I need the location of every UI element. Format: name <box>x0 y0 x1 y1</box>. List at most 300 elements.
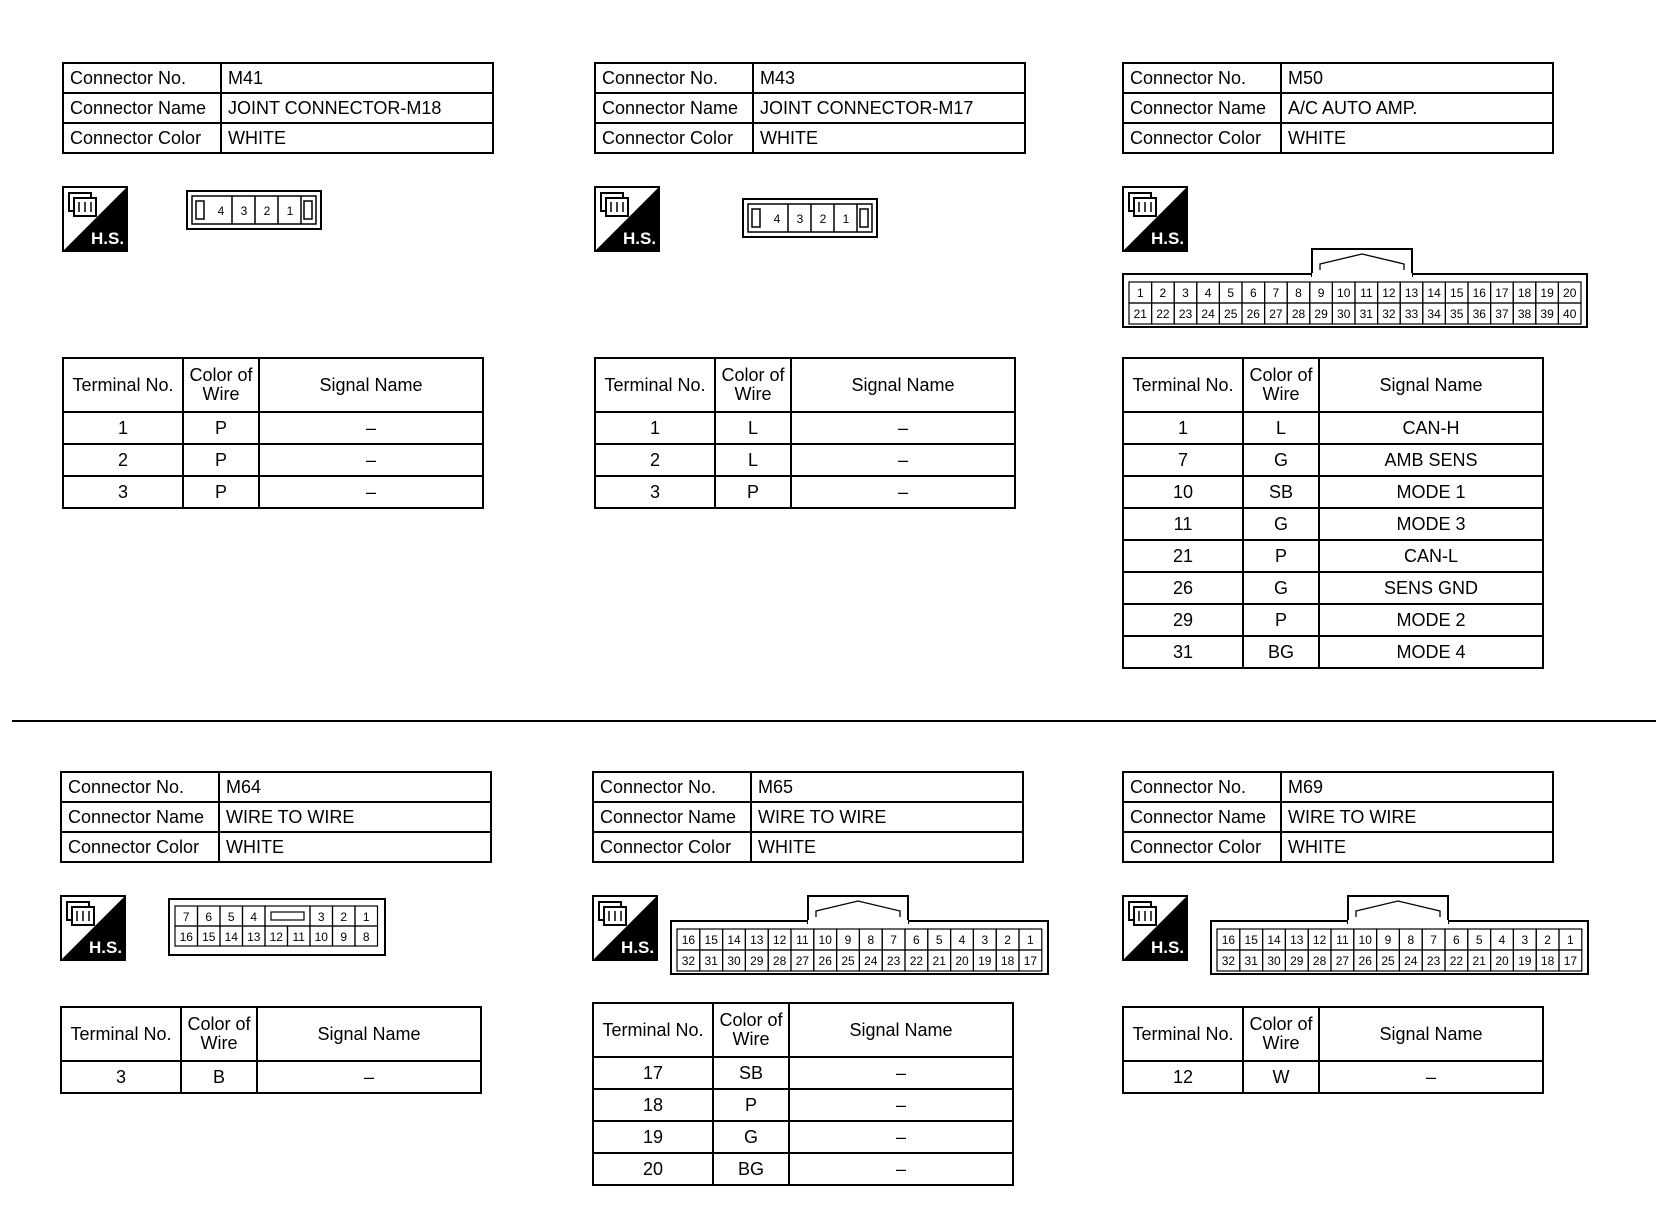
header-color-of-wire <box>1243 358 1319 412</box>
signal-name-cell: – <box>259 412 483 444</box>
signal-name-cell: – <box>1319 1061 1543 1093</box>
pin-number: 12 <box>1382 286 1396 300</box>
info-value-color: WHITE <box>1281 123 1553 153</box>
header-color-of-wire <box>715 358 791 412</box>
pin-number: 25 <box>841 954 855 968</box>
connector-info-table <box>1122 771 1554 863</box>
table-row <box>593 1089 1013 1121</box>
terminal-cell: 1 <box>1123 412 1243 444</box>
wire-color-cell: SB <box>713 1057 789 1089</box>
terminal-table <box>1122 1006 1544 1094</box>
pin-number: 4 <box>217 204 225 218</box>
info-value-no: M43 <box>753 63 1025 93</box>
header-terminal-no: Terminal No. <box>593 1003 713 1057</box>
pin-number: 28 <box>1291 307 1306 321</box>
pin-number: 9 <box>844 933 852 947</box>
pin-number: 10 <box>1337 286 1351 300</box>
info-label: Connector Color <box>63 123 221 153</box>
header-color-of-line2: Wire <box>734 384 772 404</box>
pin-number: 21 <box>1472 954 1486 968</box>
pin-number: 5 <box>1227 286 1235 300</box>
pin-number: 40 <box>1563 307 1577 321</box>
table-row <box>1123 444 1543 476</box>
pin-number: 4 <box>773 212 781 226</box>
pin-number: 11 <box>796 933 809 947</box>
harness-side-icon <box>1122 895 1188 961</box>
table-row <box>595 412 1015 444</box>
connector-info-table <box>592 771 1024 863</box>
pin-number: 3 <box>1521 933 1529 947</box>
terminal-cell: 12 <box>1123 1061 1243 1093</box>
pin-number: 1 <box>1027 933 1034 947</box>
pin-number: 3 <box>981 933 989 947</box>
pin-number: 24 <box>1201 307 1215 321</box>
pin-number: 13 <box>247 930 261 944</box>
pin-number: 30 <box>1267 954 1281 968</box>
pin-number: 15 <box>1450 286 1464 300</box>
pin-number: 37 <box>1495 307 1509 321</box>
terminal-cell: 11 <box>1123 508 1243 540</box>
pin-number: 22 <box>909 954 924 968</box>
info-label: Connector Color <box>61 832 219 862</box>
header-color-of-wire <box>183 358 259 412</box>
pin-number: 15 <box>704 933 718 947</box>
pin-number: 10 <box>314 930 328 944</box>
info-label: Connector Name <box>1123 93 1281 123</box>
info-label: Connector Name <box>63 93 221 123</box>
pin-number: 8 <box>1295 286 1302 300</box>
pin-number: 1 <box>1136 286 1144 300</box>
info-label: Connector No. <box>595 63 753 93</box>
pin-number: 3 <box>317 910 325 924</box>
header-color-of-line1: Color of <box>721 365 785 385</box>
pin-number: 18 <box>1540 954 1555 968</box>
signal-name-cell: – <box>789 1153 1013 1185</box>
info-label: Connector Color <box>593 832 751 862</box>
pin-number: 8 <box>1407 933 1415 947</box>
harness-side-icon <box>62 186 128 252</box>
pin-number: 6 <box>1453 933 1460 947</box>
pin-number: 24 <box>864 954 878 968</box>
terminal-cell: 21 <box>1123 540 1243 572</box>
terminal-table <box>60 1006 482 1094</box>
pin-number: 31 <box>704 954 718 968</box>
table-row <box>1123 476 1543 508</box>
terminal-cell: 2 <box>595 444 715 476</box>
wire-color-cell: P <box>183 444 259 476</box>
table-row <box>1123 508 1543 540</box>
signal-name-cell: MODE 3 <box>1319 508 1543 540</box>
pin-number: 11 <box>292 930 305 944</box>
pin-number: 2 <box>263 204 271 218</box>
wire-color-cell: L <box>1243 412 1319 444</box>
signal-name-cell: CAN-H <box>1319 412 1543 444</box>
pin-number: 24 <box>1404 954 1418 968</box>
info-value-no: M65 <box>751 772 1023 802</box>
pin-number: 17 <box>1563 954 1578 968</box>
table-row <box>1123 412 1543 444</box>
terminal-cell: 3 <box>595 476 715 508</box>
pin-number: 17 <box>1495 286 1509 300</box>
pin-number: 9 <box>1317 286 1325 300</box>
table-row <box>593 1121 1013 1153</box>
table-row <box>593 1153 1013 1185</box>
header-color-of-line1: Color of <box>189 365 253 385</box>
connector-info-table <box>60 771 492 863</box>
signal-name-cell: – <box>259 476 483 508</box>
signal-name-cell: MODE 4 <box>1319 636 1543 668</box>
info-label: Connector Color <box>1123 123 1281 153</box>
pin-number: 15 <box>202 930 216 944</box>
info-label: Connector Color <box>595 123 753 153</box>
pin-number: 29 <box>1290 954 1304 968</box>
pin-number: 11 <box>1360 286 1373 300</box>
header-color-of-line1: Color of <box>1249 1014 1313 1034</box>
info-value-name: JOINT CONNECTOR-M17 <box>753 93 1025 123</box>
pin-number: 4 <box>958 933 966 947</box>
pin-number: 32 <box>681 954 696 968</box>
pin-number: 21 <box>1133 307 1147 321</box>
pin-number: 12 <box>772 933 787 947</box>
pin-number: 12 <box>269 930 283 944</box>
terminal-table <box>1122 357 1544 669</box>
wire-color-cell: BG <box>713 1153 789 1185</box>
hs-label: H.S. <box>1151 938 1185 957</box>
header-terminal-no: Terminal No. <box>1123 358 1243 412</box>
pin-number: 19 <box>978 954 992 968</box>
pin-number: 14 <box>727 933 741 947</box>
pin-number: 16 <box>1472 286 1486 300</box>
pin-number: 31 <box>1359 307 1373 321</box>
info-value-color: WHITE <box>221 123 493 153</box>
pin-number: 29 <box>750 954 764 968</box>
connector-face-diagram <box>186 190 322 230</box>
info-label: Connector Name <box>593 802 751 832</box>
wire-color-cell: SB <box>1243 476 1319 508</box>
pin-number: 20 <box>1495 954 1509 968</box>
header-signal-name: Signal Name <box>1319 1007 1543 1061</box>
header-signal-name: Signal Name <box>1319 358 1543 412</box>
pin-number: 2 <box>1004 933 1011 947</box>
header-color-of-line1: Color of <box>187 1014 251 1034</box>
info-value-color: WHITE <box>219 832 491 862</box>
terminal-cell: 3 <box>63 476 183 508</box>
pin-number: 26 <box>1358 954 1372 968</box>
pin-number: 16 <box>681 933 696 947</box>
info-label: Connector No. <box>63 63 221 93</box>
wire-color-cell: B <box>181 1061 257 1093</box>
pin-number: 13 <box>1290 933 1304 947</box>
table-row <box>63 476 483 508</box>
pin-number: 17 <box>1023 954 1038 968</box>
pin-number: 16 <box>1221 933 1236 947</box>
header-signal-name: Signal Name <box>789 1003 1013 1057</box>
table-row <box>593 1057 1013 1089</box>
terminal-cell: 26 <box>1123 572 1243 604</box>
connector-face-diagram <box>1210 895 1589 975</box>
pin-number: 33 <box>1404 307 1419 321</box>
pin-number: 27 <box>1335 954 1350 968</box>
terminal-cell: 18 <box>593 1089 713 1121</box>
signal-name-cell: – <box>789 1089 1013 1121</box>
wire-color-cell: L <box>715 412 791 444</box>
harness-side-icon <box>1122 186 1188 252</box>
info-label: Connector No. <box>61 772 219 802</box>
table-row <box>1123 604 1543 636</box>
pin-number: 2 <box>819 212 827 226</box>
hs-label: H.S. <box>89 938 123 957</box>
header-color-of-line2: Wire <box>202 384 240 404</box>
info-value-no: M64 <box>219 772 491 802</box>
header-color-of-line2: Wire <box>1262 384 1300 404</box>
header-color-of-wire <box>713 1003 789 1057</box>
pin-number: 20 <box>955 954 969 968</box>
pin-number: 1 <box>1567 933 1574 947</box>
pin-number: 3 <box>240 204 248 218</box>
section-divider <box>12 720 1656 722</box>
harness-side-icon <box>594 186 660 252</box>
pin-number: 25 <box>1224 307 1238 321</box>
pin-number: 14 <box>1267 933 1281 947</box>
pin-number: 21 <box>932 954 946 968</box>
info-value-no: M50 <box>1281 63 1553 93</box>
table-row <box>63 444 483 476</box>
pin-number: 1 <box>362 910 370 924</box>
header-color-of-line2: Wire <box>732 1029 770 1049</box>
pin-number: 1 <box>286 204 294 218</box>
connector-face-diagram <box>1122 248 1588 328</box>
table-row <box>61 1061 481 1093</box>
header-color-of-wire <box>181 1007 257 1061</box>
signal-name-cell: – <box>257 1061 481 1093</box>
pin-number: 34 <box>1427 307 1441 321</box>
terminal-cell: 17 <box>593 1057 713 1089</box>
info-label: Connector No. <box>593 772 751 802</box>
pin-number: 18 <box>1000 954 1015 968</box>
wire-color-cell: BG <box>1243 636 1319 668</box>
terminal-cell: 20 <box>593 1153 713 1185</box>
wire-color-cell: P <box>1243 540 1319 572</box>
pin-number: 23 <box>886 954 901 968</box>
pin-number: 7 <box>890 933 897 947</box>
pin-number: 6 <box>913 933 920 947</box>
terminal-cell: 1 <box>595 412 715 444</box>
header-color-of-line2: Wire <box>1262 1033 1300 1053</box>
pin-number: 32 <box>1221 954 1236 968</box>
table-row <box>595 476 1015 508</box>
pin-number: 4 <box>1204 286 1212 300</box>
info-value-name: JOINT CONNECTOR-M18 <box>221 93 493 123</box>
pin-number: 11 <box>1336 933 1349 947</box>
info-value-name: A/C AUTO AMP. <box>1281 93 1553 123</box>
info-label: Connector No. <box>1123 772 1281 802</box>
info-value-no: M69 <box>1281 772 1553 802</box>
wire-color-cell: G <box>1243 444 1319 476</box>
pin-number: 36 <box>1472 307 1486 321</box>
info-value-name: WIRE TO WIRE <box>219 802 491 832</box>
info-label: Connector Name <box>595 93 753 123</box>
pin-number: 19 <box>1540 286 1554 300</box>
pin-number: 4 <box>250 910 258 924</box>
signal-name-cell: MODE 1 <box>1319 476 1543 508</box>
pin-number: 39 <box>1540 307 1554 321</box>
header-signal-name: Signal Name <box>257 1007 481 1061</box>
pin-number: 6 <box>205 910 213 924</box>
hs-label: H.S. <box>1151 229 1185 248</box>
terminal-cell: 31 <box>1123 636 1243 668</box>
table-row <box>1123 1061 1543 1093</box>
signal-name-cell: MODE 2 <box>1319 604 1543 636</box>
pin-number: 3 <box>796 212 804 226</box>
info-label: Connector Name <box>1123 802 1281 832</box>
info-value-color: WHITE <box>1281 832 1553 862</box>
header-terminal-no: Terminal No. <box>595 358 715 412</box>
signal-name-cell: – <box>791 444 1015 476</box>
connector-info-table <box>1122 62 1554 154</box>
table-row <box>1123 572 1543 604</box>
pin-number: 2 <box>1159 286 1167 300</box>
signal-name-cell: – <box>259 444 483 476</box>
signal-name-cell: – <box>791 476 1015 508</box>
terminal-table <box>592 1002 1014 1186</box>
terminal-table <box>62 357 484 509</box>
pin-number: 25 <box>1381 954 1395 968</box>
header-terminal-no: Terminal No. <box>63 358 183 412</box>
pin-number: 15 <box>1244 933 1258 947</box>
pin-number: 8 <box>867 933 875 947</box>
connector-info-table <box>594 62 1026 154</box>
pin-number: 10 <box>1358 933 1372 947</box>
pin-number: 14 <box>224 930 238 944</box>
info-value-name: WIRE TO WIRE <box>751 802 1023 832</box>
terminal-cell: 10 <box>1123 476 1243 508</box>
signal-name-cell: – <box>789 1057 1013 1089</box>
pin-number: 5 <box>1475 933 1483 947</box>
pin-number: 2 <box>1544 933 1551 947</box>
pin-number: 20 <box>1563 286 1577 300</box>
pin-number: 31 <box>1244 954 1258 968</box>
connector-face-diagram <box>742 198 878 238</box>
pin-number: 5 <box>935 933 943 947</box>
pin-number: 28 <box>1312 954 1327 968</box>
pin-number: 23 <box>1426 954 1441 968</box>
pin-number: 26 <box>1246 307 1260 321</box>
connector-face-diagram <box>168 898 386 956</box>
connector-info-table <box>62 62 494 154</box>
pin-number: 32 <box>1382 307 1396 321</box>
pin-number: 12 <box>1312 933 1327 947</box>
table-row <box>1123 636 1543 668</box>
wire-color-cell: G <box>713 1121 789 1153</box>
pin-number: 26 <box>818 954 832 968</box>
connector-face-diagram <box>670 895 1049 975</box>
pin-number: 13 <box>750 933 764 947</box>
info-value-color: WHITE <box>753 123 1025 153</box>
header-color-of-line1: Color of <box>719 1010 783 1030</box>
wire-color-cell: P <box>183 476 259 508</box>
header-color-of-line2: Wire <box>200 1033 238 1053</box>
info-value-no: M41 <box>221 63 493 93</box>
pin-number: 6 <box>1249 286 1257 300</box>
pin-number: 35 <box>1450 307 1464 321</box>
terminal-cell: 2 <box>63 444 183 476</box>
hs-label: H.S. <box>621 938 655 957</box>
wire-color-cell: P <box>713 1089 789 1121</box>
pin-number: 2 <box>340 910 348 924</box>
harness-side-icon <box>592 895 658 961</box>
pin-number: 38 <box>1517 307 1532 321</box>
pin-number: 27 <box>795 954 810 968</box>
header-terminal-no: Terminal No. <box>61 1007 181 1061</box>
signal-name-cell: SENS GND <box>1319 572 1543 604</box>
pin-number: 7 <box>182 910 190 924</box>
pin-number: 10 <box>818 933 832 947</box>
pin-number: 18 <box>1517 286 1532 300</box>
header-color-of-wire <box>1243 1007 1319 1061</box>
info-value-name: WIRE TO WIRE <box>1281 802 1553 832</box>
pin-number: 4 <box>1498 933 1506 947</box>
pin-number: 7 <box>1430 933 1437 947</box>
header-color-of-line1: Color of <box>1249 365 1313 385</box>
terminal-table <box>594 357 1016 509</box>
wire-color-cell: L <box>715 444 791 476</box>
table-row <box>595 444 1015 476</box>
harness-side-icon <box>60 895 126 961</box>
header-terminal-no: Terminal No. <box>1123 1007 1243 1061</box>
pin-number: 5 <box>227 910 235 924</box>
table-row <box>1123 540 1543 572</box>
pin-number: 22 <box>1449 954 1464 968</box>
pin-number: 3 <box>1182 286 1189 300</box>
pin-number: 9 <box>340 930 348 944</box>
signal-name-cell: – <box>789 1121 1013 1153</box>
info-value-color: WHITE <box>751 832 1023 862</box>
terminal-cell: 1 <box>63 412 183 444</box>
wire-color-cell: G <box>1243 508 1319 540</box>
pin-number: 27 <box>1269 307 1283 321</box>
pin-number: 22 <box>1156 307 1170 321</box>
pin-number: 8 <box>362 930 370 944</box>
pin-number: 28 <box>772 954 787 968</box>
pin-number: 7 <box>1272 286 1280 300</box>
info-label: Connector No. <box>1123 63 1281 93</box>
terminal-cell: 19 <box>593 1121 713 1153</box>
pin-number: 9 <box>1384 933 1392 947</box>
terminal-cell: 3 <box>61 1061 181 1093</box>
pin-number: 13 <box>1404 286 1419 300</box>
wire-color-cell: G <box>1243 572 1319 604</box>
wire-color-cell: P <box>183 412 259 444</box>
wire-color-cell: P <box>715 476 791 508</box>
terminal-cell: 29 <box>1123 604 1243 636</box>
hs-label: H.S. <box>623 229 657 248</box>
signal-name-cell: CAN-L <box>1319 540 1543 572</box>
pin-number: 1 <box>842 212 850 226</box>
table-row <box>63 412 483 444</box>
pin-number: 19 <box>1518 954 1532 968</box>
info-label: Connector Name <box>61 802 219 832</box>
pin-number: 16 <box>179 930 193 944</box>
pin-number: 23 <box>1178 307 1193 321</box>
signal-name-cell: AMB SENS <box>1319 444 1543 476</box>
wire-color-cell: P <box>1243 604 1319 636</box>
pin-number: 30 <box>727 954 741 968</box>
pin-number: 14 <box>1427 286 1441 300</box>
pin-number: 29 <box>1314 307 1328 321</box>
header-signal-name: Signal Name <box>259 358 483 412</box>
terminal-cell: 7 <box>1123 444 1243 476</box>
signal-name-cell: – <box>791 412 1015 444</box>
